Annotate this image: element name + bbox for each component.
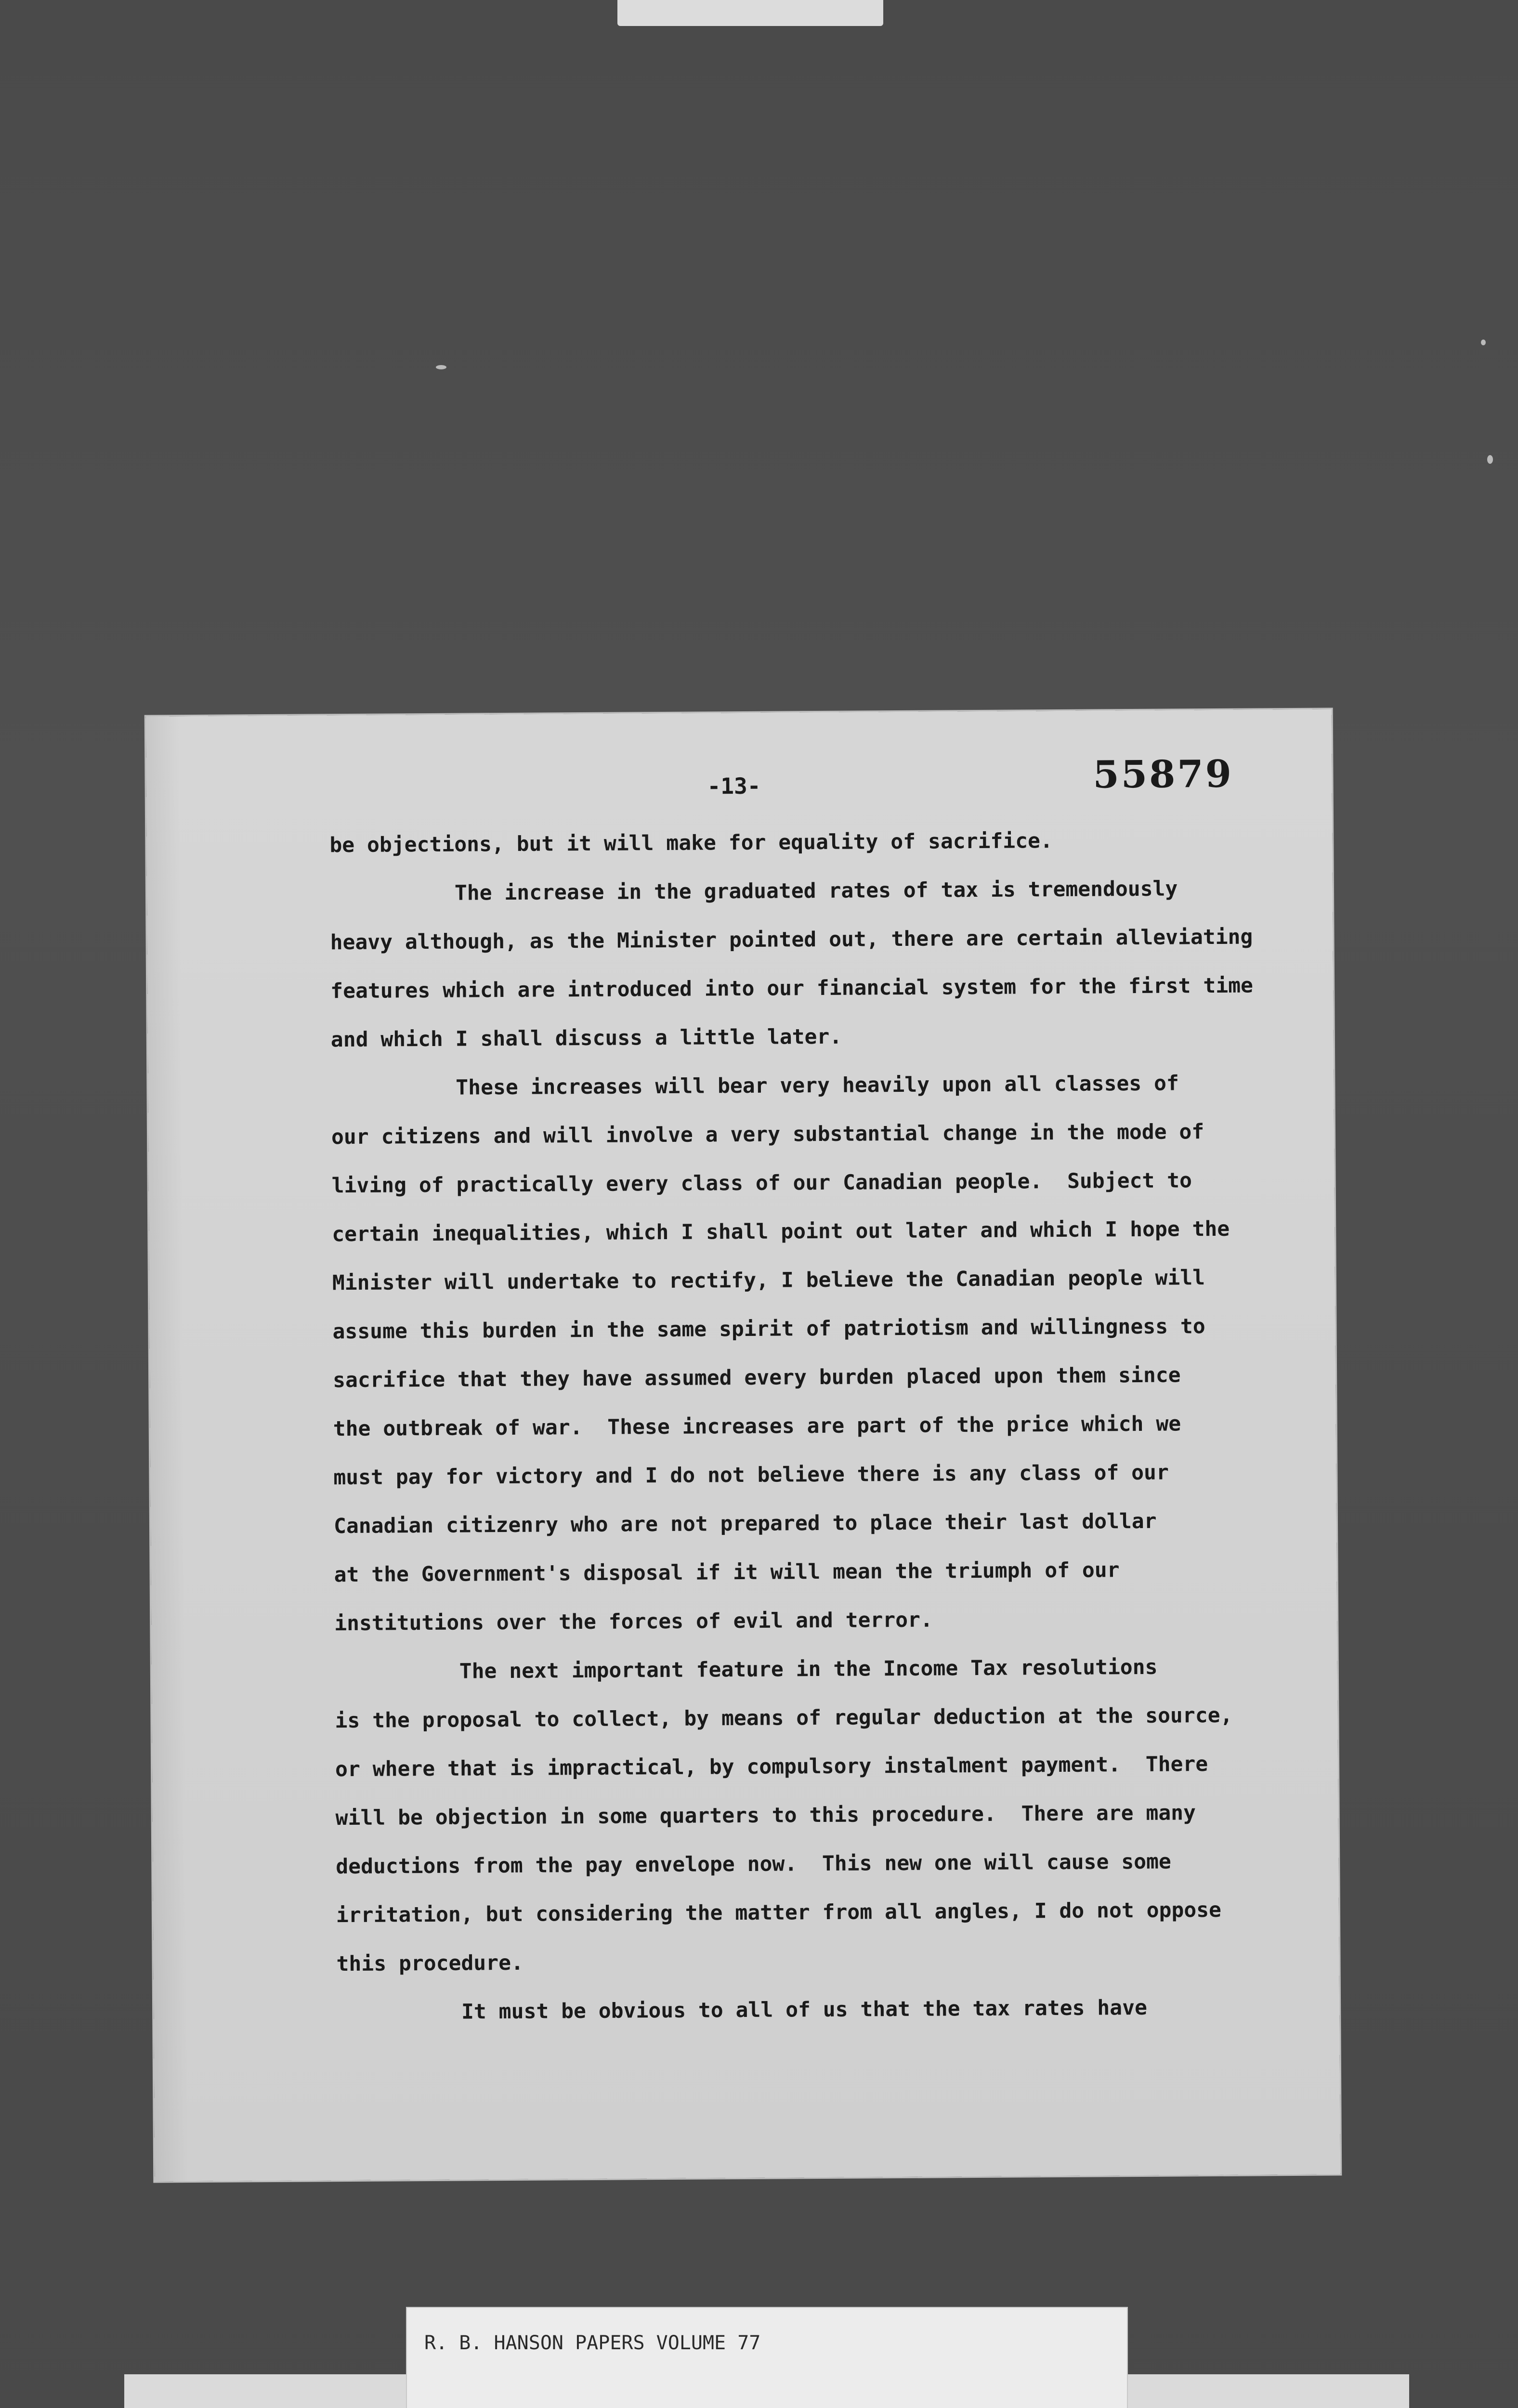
text-line: institutions over the forces of evil and terror. (334, 1608, 933, 1636)
text-line: irritation, but considering the matter from all angles, I do not oppose (336, 1898, 1222, 1928)
text-line: These increases will bear very heavily upon all classes of (331, 1071, 1179, 1101)
collection-label: R. B. HANSON PAPERS VOLUME 77 (424, 2332, 761, 2354)
text-line: living of practically every class of our Canadian people. Subject to (331, 1168, 1192, 1198)
text-line: our citizens and will involve a very substantial change in the mode of (331, 1120, 1204, 1150)
text-line: is the proposal to collect, by means of regular deduction at the source, (335, 1703, 1233, 1733)
document-body (329, 816, 1252, 2038)
text-line: Canadian citizenry who are not prepared to place their last dollar (333, 1509, 1157, 1539)
page-number: -13- (707, 772, 761, 799)
text-line: sacrifice that they have assumed every burden placed upon them since (333, 1363, 1181, 1393)
text-line: features which are introduced into our financial system for the first time (330, 973, 1254, 1004)
collection-label-card (406, 2307, 1128, 2408)
text-line: The next important feature in the Income Tax resolutions (334, 1655, 1158, 1685)
text-line: and which I shall discuss a little later. (330, 1024, 842, 1052)
text-line: will be objection in some quarters to this procedure. There are many (335, 1801, 1196, 1831)
text-line: It must be obvious to all of us that the tax rates have (337, 1995, 1148, 2025)
text-line: heavy although, as the Minister pointed out, there are certain alleviating (330, 925, 1253, 955)
text-line: or where that is impractical, by compulsory instalment payment. There (335, 1752, 1208, 1782)
text-line: at the Government's disposal if it will mean the triumph of our (334, 1558, 1120, 1587)
text-line: The increase in the graduated rates of tax is tremendously (329, 877, 1178, 906)
text-line: Minister will undertake to rectify, I believe the Canadian people will (332, 1266, 1205, 1296)
text-line: deductions from the pay envelope now. This new one will cause some (336, 1849, 1171, 1879)
document-page (146, 709, 1341, 2182)
film-speck (436, 365, 446, 369)
text-line: be objections, but it will make for equality of sacrifice. (329, 829, 1053, 858)
text-line: this procedure. (336, 1950, 524, 1976)
stamp-number: 55879 (1093, 752, 1234, 797)
top-film-tab (617, 0, 883, 26)
text-line: assume this burden in the same spirit of patriotism and willingness to (332, 1314, 1205, 1344)
text-line: must pay for victory and I do not believe there is any class of our (333, 1460, 1169, 1490)
film-speck (1481, 340, 1486, 345)
text-line: the outbreak of war. These increases are part of the price which we (333, 1412, 1181, 1441)
film-speck (1487, 455, 1493, 464)
text-line: certain inequalities, which I shall point out later and which I hope the (332, 1217, 1230, 1247)
